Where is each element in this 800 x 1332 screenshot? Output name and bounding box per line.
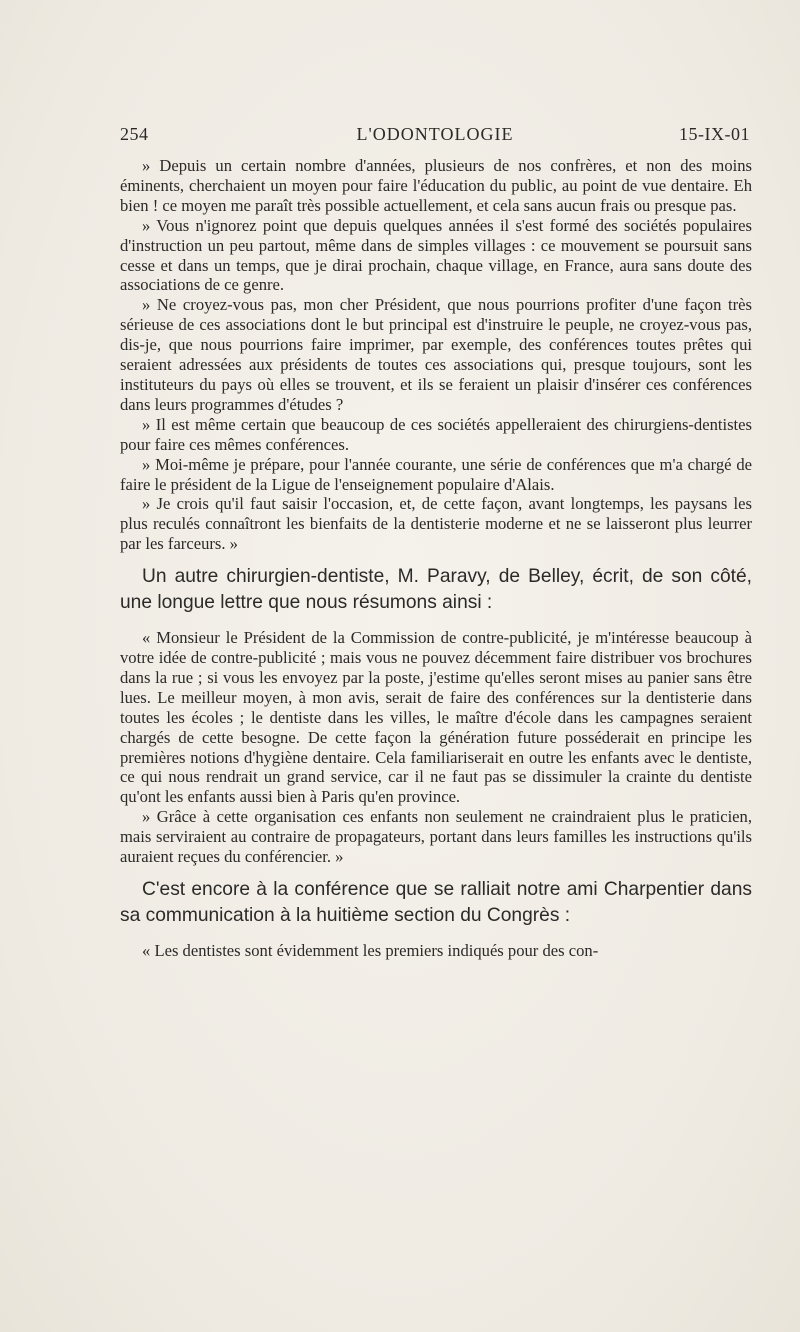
editorial-intro: Un autre chirurgien-dentiste, M. Paravy, de Belley, écrit, de son côté, une longue lettre que nous résumons ainsi :	[120, 566, 752, 614]
paragraph: « Monsieur le Président de la Commission de contre-publicité, je m'intéresse beaucoup à votre idée de contre-publicité ; mais vous ne pouvez décemment faire distribuer vos brochures dans la rue ; si vous les envoyez par la poste, j'estime qu'elles seront mises au panier sans être lues. Le meilleur moyen, à mon avis, serait de faire des conférences sur la dentisterie dans toutes les écoles ; le dentiste dans les villes, le maître d'école dans les campagnes seraient chargés de cette besogne. De cette façon la génération future posséderait en principe les premières notions d'hygiène dentaire. Cela familiariserait en outre les enfants avec le dentiste, ce qui nous rendrait un grand service, car il ne faut pas se dissimuler la crainte du dentiste qu'ont les enfants aussi bien à Paris qu'en province.	[120, 628, 752, 807]
paragraph: » Vous n'ignorez point que depuis quelques années il s'est formé des sociétés populaires d'instruction un peu partout, même dans de simples villages : ce mouvement se poursuit sans cesse et dans un temps, que je dirai prochain, chaque village, en France, aura sans doute des associations de ce genre.	[120, 215, 752, 295]
paragraph: » Depuis un certain nombre d'années, plusieurs de nos confrères, et non des moins éminents, cherchaient un moyen pour faire l'éducation du public, au point de vue dentaire. Eh bien ! ce moyen me paraît très possible actuellement, et cela sans aucun frais ou presque pas.	[120, 156, 752, 215]
spacer	[120, 929, 752, 941]
article-body	[120, 156, 752, 961]
paragraph: « Les dentistes sont évidemment les premiers indiqués pour des con-	[142, 941, 599, 960]
journal-title: L'ODONTOLOGIE	[356, 124, 514, 144]
paragraph: » Je crois qu'il faut saisir l'occasion, et, de cette façon, avant longtemps, les paysans les plus reculés connaîtront les bienfaits de la dentisterie moderne et ne se laisseront plus leurrer par les farceurs. »	[120, 494, 752, 554]
page-number: 254	[120, 124, 149, 144]
paragraph: » Grâce à cette organisation ces enfants non seulement ne craindraient plus le praticien, mais serviraient au contraire de propagateurs, portant dans leurs familles les instructions qu'ils auraient reçues du conférencier. »	[120, 807, 752, 867]
spacer	[120, 867, 752, 877]
editorial-intro: C'est encore à la conférence que se ralliait notre ami Charpentier dans sa communication à la huitième section du Congrès :	[120, 879, 752, 926]
paragraph: » Il est même certain que beaucoup de ces sociétés appelleraient des chirurgiens-dentistes pour faire ces mêmes conférences.	[120, 414, 752, 454]
paragraph: » Moi-même je prépare, pour l'année courante, une série de conférences que m'a chargé de faire le président de la Ligue de l'enseignement populaire d'Alais.	[120, 454, 752, 494]
issue-date: 15-IX-01	[679, 124, 750, 144]
spacer	[120, 554, 752, 564]
paragraph: » Ne croyez-vous pas, mon cher Président, que nous pourrions profiter d'une façon très sérieuse de ces associations dont le but principal est d'instruire le peuple, ne croyez-vous pas, dis-je, que nous pourrions faire imprimer, par exemple, des conférences toutes prêtes qui seraient adressées aux présidents de toutes ces associations qui, presque toujours, sont les instituteurs du pays où elles se trouvent, et ils se feraient un plaisir d'insérer ces conférences dans leurs programmes d'études ?	[120, 295, 752, 414]
running-header	[120, 124, 750, 150]
spacer	[120, 616, 752, 628]
